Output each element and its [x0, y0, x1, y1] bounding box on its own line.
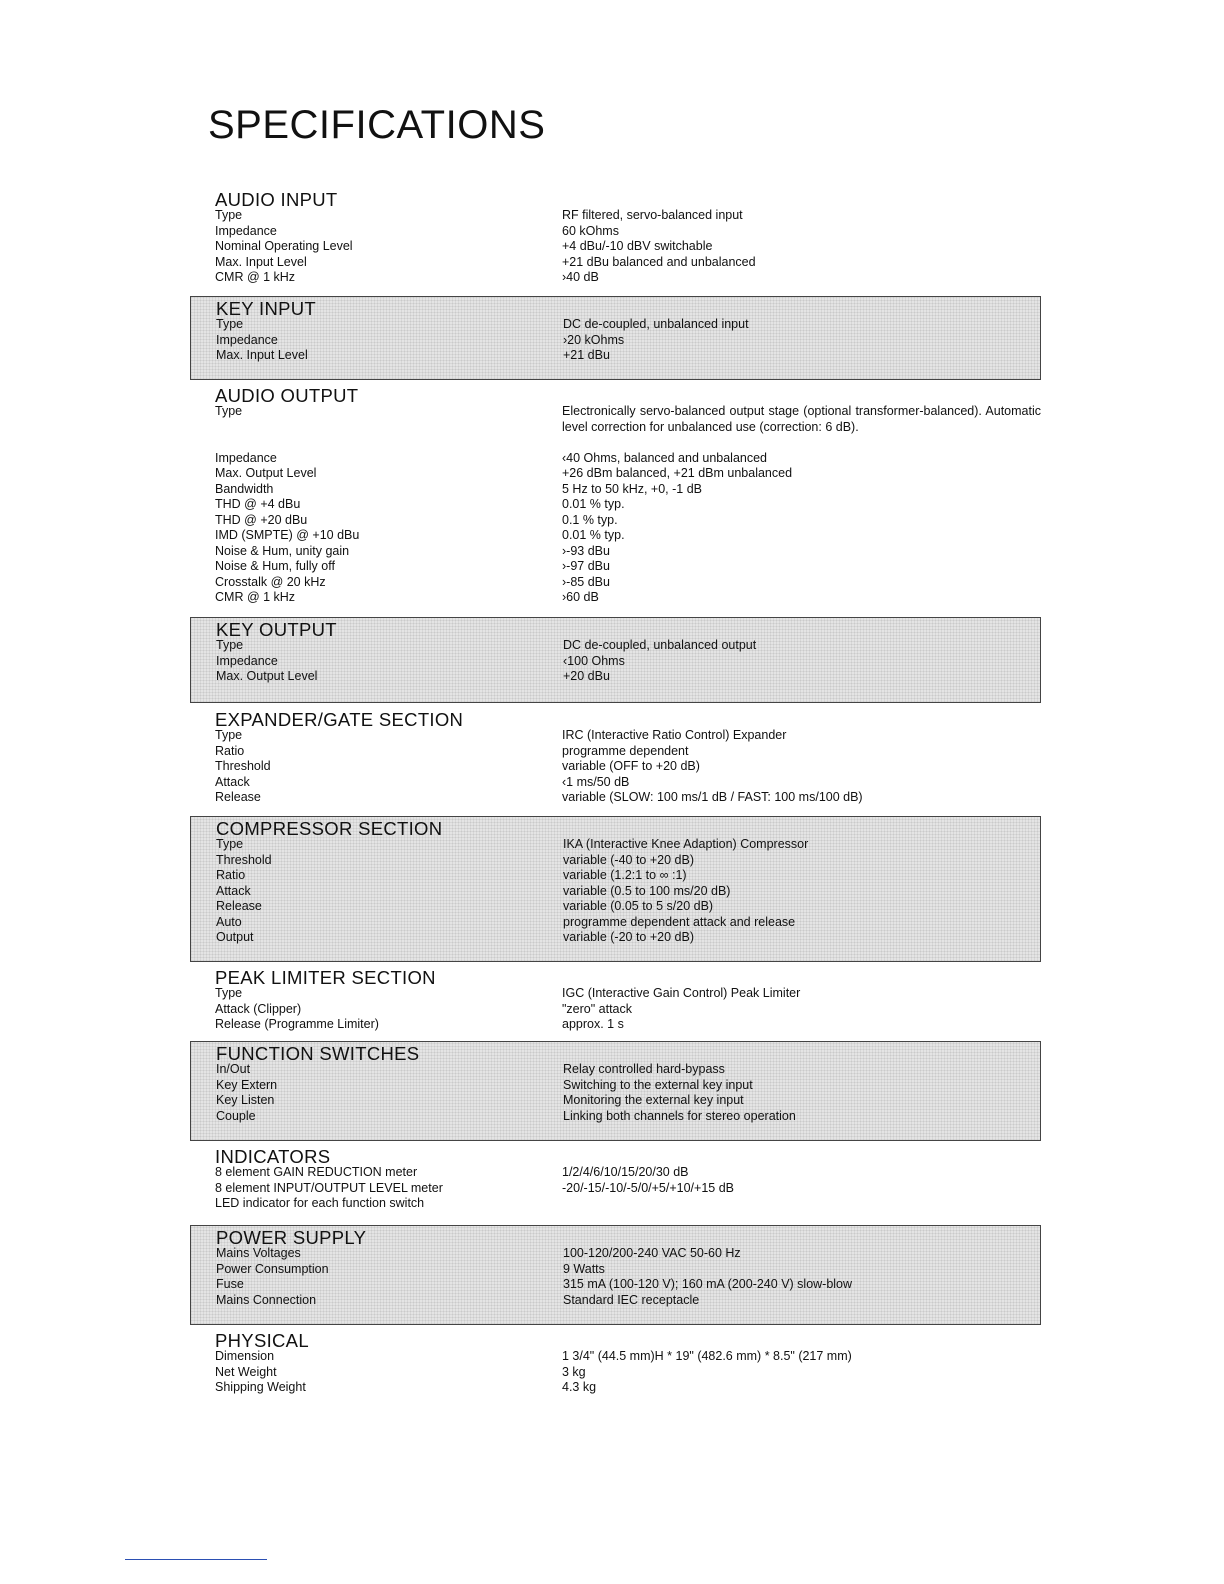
spec-label: Threshold — [216, 852, 272, 867]
spec-value: ›20 kOhms — [563, 332, 625, 347]
spec-label: CMR @ 1 kHz — [215, 590, 296, 604]
spec-row — [215, 404, 1041, 451]
section-power-supply — [190, 1225, 1041, 1325]
spec-value: +4 dBu/-10 dBV switchable — [562, 239, 713, 253]
spec-row — [216, 1078, 1040, 1094]
spec-value: DC de-coupled, unbalanced input — [563, 317, 749, 331]
section-title: AUDIO INPUT — [215, 189, 338, 210]
section-title: POWER SUPPLY — [216, 1227, 367, 1248]
spec-rows — [216, 638, 1040, 685]
spec-value: Electronically servo-balanced output stage (optional transformer-balanced). Automatic level correction for unbalanced use (correction: 6 dB). — [562, 404, 1041, 434]
spec-row — [216, 930, 1040, 946]
spec-label: Bandwidth — [215, 481, 274, 496]
section-key-input — [190, 296, 1041, 380]
section-title: PEAK LIMITER SECTION — [215, 967, 436, 988]
spec-value: 0.01 % typ. — [562, 528, 625, 542]
spec-row — [216, 837, 1040, 853]
spec-label: Dimension — [215, 1349, 275, 1363]
spec-value: Monitoring the external key input — [563, 1093, 744, 1107]
spec-label: Output — [216, 930, 254, 944]
spec-rows — [216, 317, 1040, 364]
spec-label: IMD (SMPTE) @ +10 dBu — [215, 528, 360, 542]
spec-value: ‹1 ms/50 dB — [562, 774, 630, 789]
spec-value: RF filtered, servo-balanced input — [562, 208, 743, 222]
spec-label: Mains Connection — [216, 1292, 317, 1307]
spec-value: variable (SLOW: 100 ms/1 dB / FAST: 100 ms/100 dB) — [562, 790, 863, 804]
section-indicators — [190, 1145, 1041, 1223]
spec-row — [216, 1293, 1040, 1309]
spec-value: DC de-coupled, unbalanced output — [563, 638, 757, 652]
spec-row — [216, 1062, 1040, 1078]
spec-value: programme dependent — [562, 743, 689, 758]
spec-label: Net Weight — [215, 1364, 277, 1379]
spec-row — [215, 575, 1041, 591]
section-audio-output — [190, 384, 1041, 614]
spec-rows — [215, 986, 1041, 1033]
spec-value: Standard IEC receptacle — [563, 1292, 700, 1307]
spec-value: "zero" attack — [562, 1001, 633, 1016]
spec-label: Attack — [215, 774, 250, 789]
spec-value: IRC (Interactive Ratio Control) Expander — [562, 728, 787, 742]
section-title: KEY INPUT — [216, 298, 317, 319]
spec-label: Type — [215, 208, 243, 222]
spec-value: Switching to the external key input — [563, 1077, 753, 1092]
spec-label: Max. Output Level — [216, 669, 318, 683]
spec-row — [215, 759, 1041, 775]
spec-label: THD @ +4 dBu — [215, 497, 301, 511]
spec-value: ›60 dB — [562, 590, 599, 604]
spec-label: Threshold — [215, 759, 271, 773]
spec-label: Type — [216, 317, 244, 331]
spec-value: variable (-40 to +20 dB) — [563, 852, 694, 867]
spec-value: +26 dBm balanced, +21 dBm unbalanced — [562, 466, 793, 480]
page-title: SPECIFICATIONS — [208, 103, 546, 147]
spec-row — [215, 451, 1041, 467]
spec-row — [216, 853, 1040, 869]
spec-label: THD @ +20 dBu — [215, 512, 308, 527]
spec-value: 60 kOhms — [562, 223, 619, 238]
section-compressor-section — [190, 816, 1041, 962]
spec-row — [216, 1262, 1040, 1278]
spec-row — [215, 1165, 1041, 1181]
spec-label: Max. Input Level — [215, 254, 307, 269]
spec-value: 5 Hz to 50 kHz, +0, -1 dB — [562, 481, 702, 496]
spec-rows — [215, 404, 1041, 606]
spec-label: 8 element GAIN REDUCTION meter — [215, 1165, 418, 1179]
spec-row — [215, 466, 1041, 482]
spec-row — [216, 1109, 1040, 1125]
spec-value: 100-120/200-240 VAC 50-60 Hz — [563, 1246, 741, 1260]
spec-label: Attack — [216, 883, 251, 898]
spec-row — [215, 208, 1041, 224]
spec-value: 0.01 % typ. — [562, 497, 625, 511]
spec-value: variable (0.5 to 100 ms/20 dB) — [563, 883, 731, 898]
section-expander-gate-section — [190, 708, 1041, 812]
spec-label: Impedance — [215, 223, 277, 238]
spec-row — [216, 1277, 1040, 1293]
spec-row — [216, 868, 1040, 884]
spec-label: Ratio — [216, 868, 246, 882]
section-title: INDICATORS — [215, 1146, 331, 1167]
spec-rows — [215, 1165, 1041, 1212]
spec-row — [215, 559, 1041, 575]
spec-label: Type — [216, 837, 244, 851]
spec-row — [215, 528, 1041, 544]
spec-value: Linking both channels for stereo operation — [563, 1108, 796, 1123]
spec-label: Mains Voltages — [216, 1246, 301, 1260]
spec-value: IGC (Interactive Gain Control) Peak Limiter — [562, 986, 801, 1000]
spec-label: LED indicator for each function switch — [215, 1196, 425, 1210]
footnote-rule — [125, 1559, 267, 1560]
spec-label: Type — [215, 986, 243, 1000]
spec-label: Type — [215, 404, 243, 418]
section-title: AUDIO OUTPUT — [215, 385, 359, 406]
spec-value: -20/-15/-10/-5/0/+5/+10/+15 dB — [562, 1180, 734, 1195]
spec-value: 3 kg — [562, 1364, 586, 1379]
spec-label: Max. Output Level — [215, 466, 317, 480]
spec-value: ‹100 Ohms — [563, 653, 625, 668]
spec-label: Couple — [216, 1108, 256, 1123]
spec-row — [216, 317, 1040, 333]
spec-rows — [216, 1246, 1040, 1308]
spec-row — [216, 638, 1040, 654]
spec-row — [216, 884, 1040, 900]
section-title: COMPRESSOR SECTION — [216, 818, 443, 839]
section-key-output — [190, 617, 1041, 703]
spec-row — [215, 497, 1041, 513]
spec-label: Impedance — [215, 450, 277, 465]
spec-value: variable (-20 to +20 dB) — [563, 930, 694, 944]
spec-label: Noise & Hum, unity gain — [215, 543, 350, 558]
spec-row — [215, 1349, 1041, 1365]
section-title: EXPANDER/GATE SECTION — [215, 709, 464, 730]
spec-row — [216, 899, 1040, 915]
spec-row — [216, 348, 1040, 364]
spec-label: Release (Programme Limiter) — [215, 1017, 379, 1031]
spec-value: approx. 1 s — [562, 1017, 624, 1031]
spec-row — [215, 790, 1041, 806]
section-peak-limiter-section — [190, 966, 1041, 1038]
spec-rows — [215, 1349, 1041, 1396]
section-title: PHYSICAL — [215, 1330, 309, 1351]
spec-row — [216, 1246, 1040, 1262]
spec-label: Shipping Weight — [215, 1380, 306, 1394]
spec-value: Relay controlled hard-bypass — [563, 1062, 725, 1076]
spec-row — [215, 744, 1041, 760]
spec-value — [562, 1196, 1041, 1212]
section-title: KEY OUTPUT — [216, 619, 337, 640]
spec-value: ›-85 dBu — [562, 574, 610, 589]
spec-value: +20 dBu — [563, 669, 610, 683]
spec-row — [215, 1181, 1041, 1197]
spec-row — [216, 915, 1040, 931]
spec-label: Type — [215, 728, 243, 742]
spec-value: IKA (Interactive Knee Adaption) Compressor — [563, 837, 809, 851]
spec-value: 1 3/4" (44.5 mm)H * 19" (482.6 mm) * 8.5" (217 mm) — [562, 1349, 852, 1363]
spec-label: Impedance — [216, 332, 278, 347]
spec-row — [215, 270, 1041, 286]
spec-row — [215, 1002, 1041, 1018]
section-audio-input — [190, 188, 1041, 292]
spec-row — [215, 590, 1041, 606]
spec-value: ›40 dB — [562, 270, 599, 284]
section-physical — [190, 1329, 1041, 1401]
spec-label: Noise & Hum, fully off — [215, 559, 335, 573]
spec-label: Max. Input Level — [216, 348, 308, 362]
spec-row — [216, 333, 1040, 349]
spec-row — [215, 482, 1041, 498]
spec-label: Ratio — [215, 743, 245, 758]
spec-value: 0.1 % typ. — [562, 512, 618, 527]
spec-row — [215, 1196, 1041, 1212]
section-title: FUNCTION SWITCHES — [216, 1043, 420, 1064]
spec-value: variable (OFF to +20 dB) — [562, 759, 700, 773]
spec-row — [215, 1017, 1041, 1033]
spec-value: +21 dBu balanced and unbalanced — [562, 254, 756, 269]
spec-label: Release — [215, 790, 261, 804]
spec-label: Crosstalk @ 20 kHz — [215, 574, 326, 589]
spec-label: Fuse — [216, 1277, 244, 1291]
spec-label: Key Listen — [216, 1093, 275, 1107]
spec-row — [215, 224, 1041, 240]
spec-row — [215, 986, 1041, 1002]
spec-row — [215, 728, 1041, 744]
spec-value: 9 Watts — [563, 1261, 605, 1276]
spec-value: programme dependent attack and release — [563, 914, 796, 929]
spec-label: Key Extern — [216, 1077, 278, 1092]
spec-label: CMR @ 1 kHz — [215, 270, 296, 284]
spec-label: In/Out — [216, 1062, 251, 1076]
spec-row — [215, 1365, 1041, 1381]
spec-value: variable (1.2:1 to ∞ :1) — [563, 868, 687, 882]
spec-row — [215, 239, 1041, 255]
spec-rows — [216, 837, 1040, 946]
spec-label: Impedance — [216, 653, 278, 668]
spec-value: 4.3 kg — [562, 1380, 597, 1394]
spec-value: ‹40 Ohms, balanced and unbalanced — [562, 450, 768, 465]
spec-rows — [215, 208, 1041, 286]
spec-label: Power Consumption — [216, 1261, 329, 1276]
spec-value: ›-97 dBu — [562, 559, 610, 573]
spec-value: +21 dBu — [563, 348, 610, 362]
spec-value: 315 mA (100-120 V); 160 mA (200-240 V) slow-blow — [563, 1277, 853, 1291]
spec-label: Attack (Clipper) — [215, 1001, 302, 1016]
spec-row — [216, 654, 1040, 670]
spec-rows — [215, 728, 1041, 806]
spec-rows — [216, 1062, 1040, 1124]
spec-label: 8 element INPUT/OUTPUT LEVEL meter — [215, 1180, 443, 1195]
spec-row — [216, 1093, 1040, 1109]
spec-row — [215, 1380, 1041, 1396]
spec-label: Auto — [216, 914, 242, 929]
spec-label: Release — [216, 899, 262, 913]
spec-label: Nominal Operating Level — [215, 239, 353, 253]
spec-row — [216, 669, 1040, 685]
spec-value: variable (0.05 to 5 s/20 dB) — [563, 899, 714, 913]
spec-row — [215, 513, 1041, 529]
spec-row — [215, 255, 1041, 271]
section-function-switches — [190, 1041, 1041, 1141]
spec-label: Type — [216, 638, 244, 652]
spec-value: ›-93 dBu — [562, 543, 610, 558]
spec-value: 1/2/4/6/10/15/20/30 dB — [562, 1165, 689, 1179]
spec-row — [215, 544, 1041, 560]
spec-row — [215, 775, 1041, 791]
